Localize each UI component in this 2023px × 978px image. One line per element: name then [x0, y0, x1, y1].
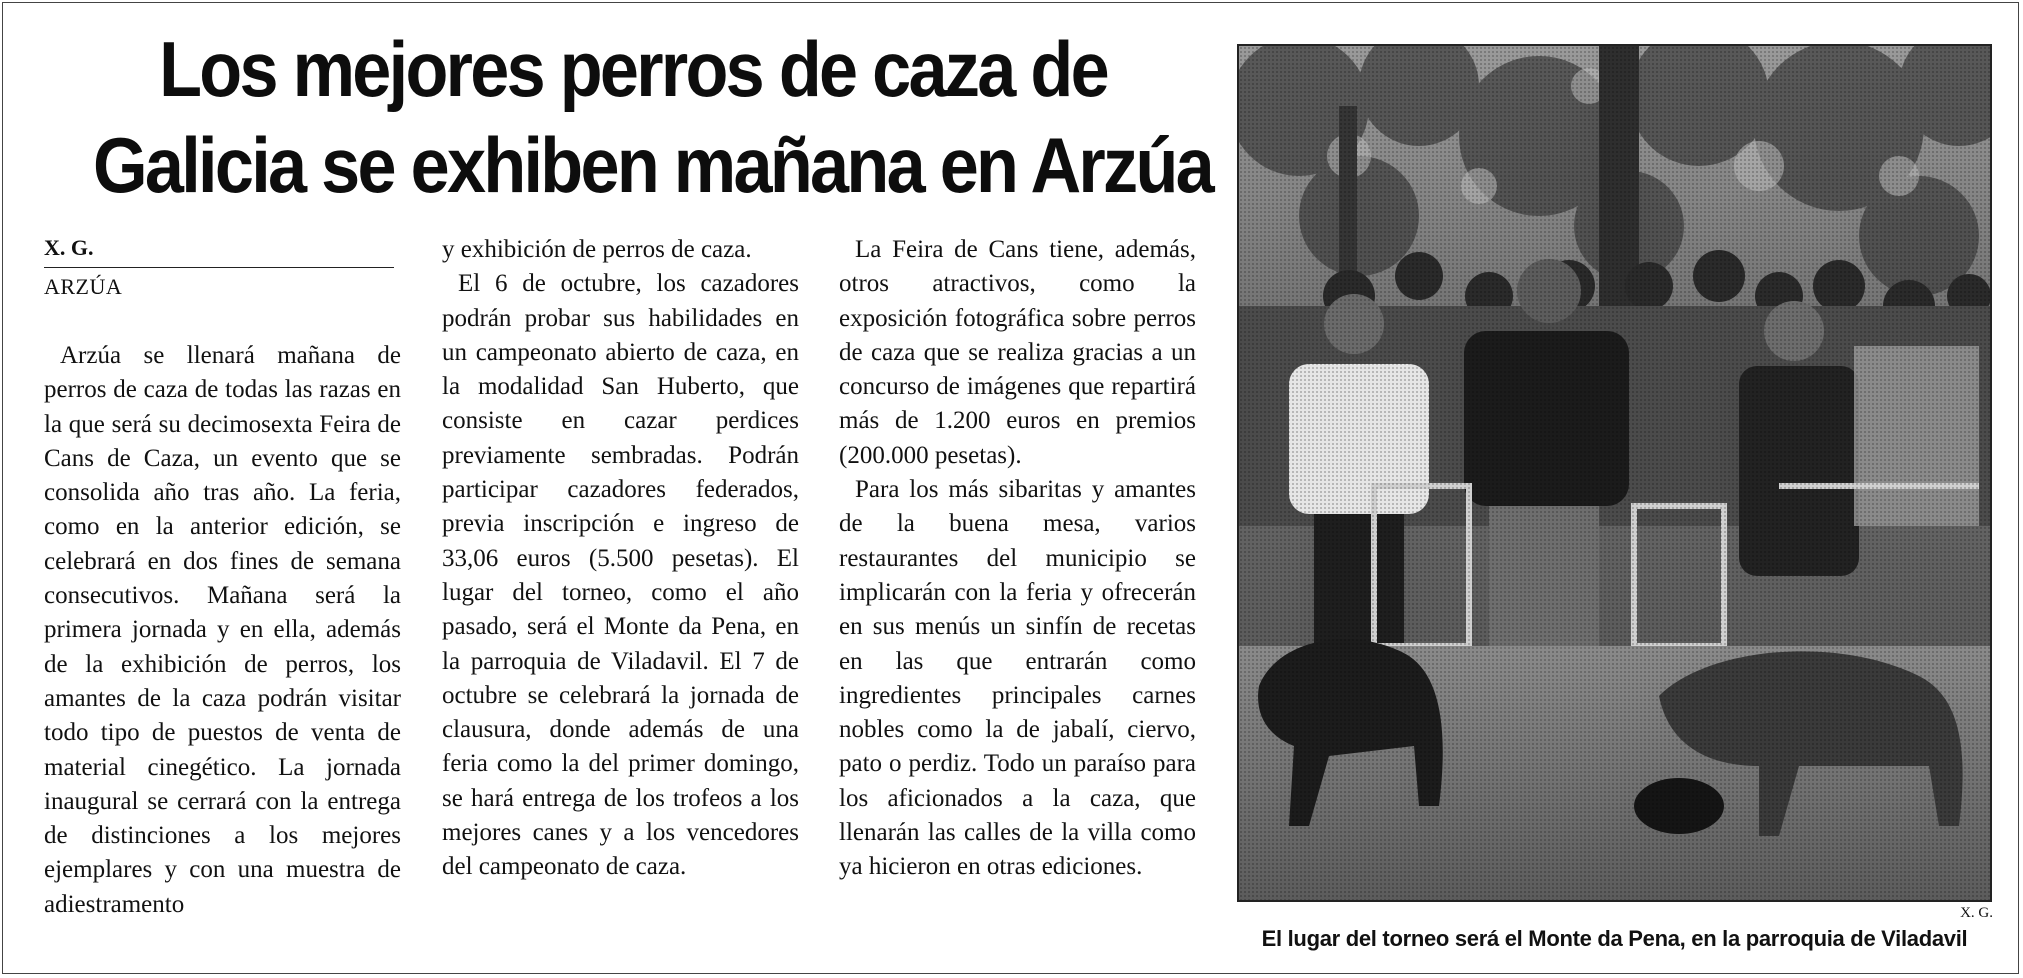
newspaper-page [2, 2, 2019, 974]
paragraph-1: Arzúa se llenará mañana de perros de caza de todas las razas en la que será su decimosexta Feira de Cans de Caza, un evento que se consolida año tras año. La feria, como en la anterior edición, se celebrará en dos fines de semana consecutivos. Mañana será la primera jornada y en ella, además de la exhibición de perros, los amantes de la caza podrán visitar todo tipo de puestos de venta de material cinegético. La jornada inaugural se cerrará con la entrega de distinciones a los mejores ejemplares y con una muestra de adiestramento [44, 342, 401, 918]
article-photo [1237, 44, 1992, 902]
column-2 [442, 233, 799, 885]
byline [44, 235, 394, 300]
photo-credit: X. G. [1960, 905, 1993, 921]
author: X. G. [44, 235, 394, 268]
photo-caption: El lugar del torneo será el Monte da Pena, en la parroquia de Viladavil [1261, 926, 1968, 951]
headline-line-2: Galicia se exhiben mañana en Arzúa [93, 121, 1212, 209]
paragraph-1-continued: y exhibición de perros de caza. [442, 236, 752, 263]
headline-line-1: Los mejores perros de caza de [159, 25, 1107, 113]
column-3 [839, 233, 1196, 885]
paragraph-2: El 6 de octubre, los cazadores podrán probar sus habilidades en un campeonato abierto de caza, en la modalidad San Huberto, que consiste en cazar perdices previamente sembradas. Podrán participar cazadores federados, previa inscripción e ingreso de 33,06 euros (5.500 pesetas). El lugar del torneo, como el año pasado, será el Monte da Pena, en la parroquia de Viladavil. El 7 de octubre se celebrará la jornada de clausura, donde además de una feria como la del primer domingo, se hará entrega de los trofeos a los mejores canes y a los vencedores del campeonato de caza. [442, 270, 799, 881]
hunting-dogs-photo [1239, 46, 1990, 900]
column-1 [44, 339, 401, 922]
headline [93, 21, 1212, 213]
paragraph-3: La Feira de Cans tiene, además, otros atractivos, como la exposición fotográfica sobre perros de caza que se realiza gracias a un concurso de imágenes que repartirá más de 1.200 euros en premios (200.000 pesetas). [839, 236, 1196, 469]
paragraph-4: Para los más sibaritas y amantes de la buena mesa, varios restaurantes del municipio se implicarán con la feria y ofrecerán en sus menús un sinfín de recetas en las que entrarán como ingredientes principales carnes nobles como la de jabalí, ciervo, pato o perdiz. Todo un paraíso para los aficionados a la caza, que llenarán las calles de la villa como ya hicieron en otras ediciones. [839, 476, 1196, 881]
dateline-location: ARZÚA [44, 274, 123, 299]
